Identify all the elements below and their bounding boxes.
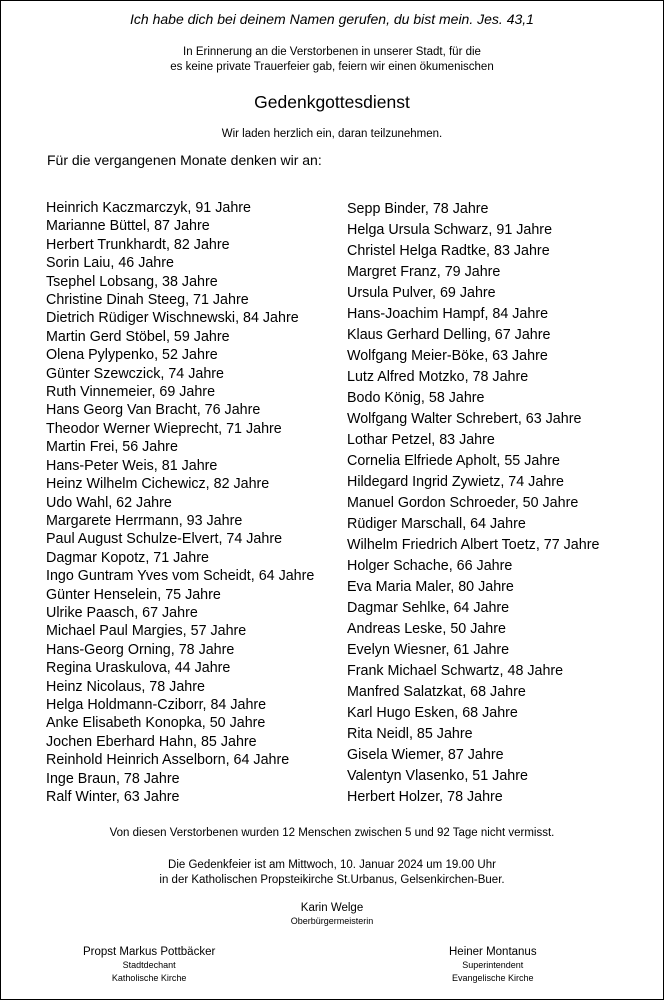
list-item: Hildegard Ingrid Zywietz, 74 Jahre [347, 474, 564, 490]
signatory-role: Superintendent [462, 960, 524, 970]
list-item: Inge Braun, 78 Jahre [46, 770, 180, 787]
signatory-org: Evangelische Kirche [452, 973, 534, 983]
list-item: Marianne Büttel, 87 Jahre [46, 218, 210, 235]
list-item: Lothar Petzel, 83 Jahre [347, 432, 495, 448]
list-item: Theodor Werner Wieprecht, 71 Jahre [46, 420, 282, 437]
list-item: Helga Ursula Schwarz, 91 Jahre [347, 222, 553, 238]
list-item: Holger Schache, 66 Jahre [347, 558, 513, 574]
signatory-org: Katholische Kirche [111, 973, 187, 983]
list-item: Martin Frei, 56 Jahre [46, 439, 178, 456]
list-item: Sorin Laiu, 46 Jahre [46, 255, 174, 272]
list-item: Rüdiger Marschall, 64 Jahre [347, 516, 526, 532]
list-item: Klaus Gerhard Delling, 67 Jahre [347, 327, 551, 343]
list-item: Michael Paul Margies, 57 Jahre [46, 623, 247, 640]
event-line: in der Katholischen Propsteikirche St.Urbanus, Gelsenkirchen-Buer. [159, 874, 505, 886]
list-item: Karl Hugo Esken, 68 Jahre [347, 705, 518, 721]
list-item: Ursula Pulver, 69 Jahre [347, 285, 496, 301]
list-item: Evelyn Wiesner, 61 Jahre [347, 642, 510, 658]
event-details [1, 858, 663, 888]
list-item: Heinrich Kaczmarczyk, 91 Jahre [46, 200, 251, 216]
signatory-role: Stadtdechant [122, 960, 176, 970]
list-item: Ingo Guntram Yves vom Scheidt, 64 Jahre [46, 568, 315, 585]
intro-line: In Erinnerung an die Verstorbenen in unserer Stadt, für die [183, 46, 481, 58]
list-item: Manuel Gordon Schroeder, 50 Jahre [347, 495, 579, 511]
list-item: Christel Helga Radtke, 83 Jahre [347, 243, 550, 259]
list-item: Andreas Leske, 50 Jahre [347, 621, 506, 637]
page-title: Gedenkgottesdienst [254, 92, 410, 112]
list-item: Ruth Vinnemeier, 69 Jahre [46, 384, 216, 401]
list-item: Hans Georg Van Bracht, 76 Jahre [46, 402, 261, 419]
list-item: Wilhelm Friedrich Albert Toetz, 77 Jahre [347, 537, 600, 553]
invitation-text: Wir laden herzlich ein, daran teilzunehmen. [221, 128, 443, 140]
list-item: Ralf Winter, 63 Jahre [46, 789, 180, 805]
list-item: Sepp Binder, 78 Jahre [347, 201, 489, 217]
list-item: Lutz Alfred Motzko, 78 Jahre [347, 369, 529, 385]
list-item: Dietrich Rüdiger Wischnewski, 84 Jahre [46, 310, 299, 327]
list-item: Wolfgang Meier-Böke, 63 Jahre [347, 348, 548, 364]
signatory-name: Propst Markus Pottbäcker [83, 946, 216, 958]
list-item: Gisela Wiemer, 87 Jahre [347, 747, 504, 763]
list-item: Cornelia Elfriede Apholt, 55 Jahre [347, 453, 560, 469]
list-item: Margret Franz, 79 Jahre [347, 264, 501, 280]
signatory-name: Karin Welge [300, 902, 364, 914]
list-item: Bodo König, 58 Jahre [347, 390, 485, 406]
list-item: Valentyn Vlasenko, 51 Jahre [347, 768, 528, 784]
signature-catholic [83, 945, 215, 985]
list-item: Günter Szewczick, 74 Jahre [46, 365, 224, 382]
list-item: Christine Dinah Steeg, 71 Jahre [46, 292, 249, 309]
list-item: Rita Neidl, 85 Jahre [347, 726, 473, 742]
names-list-left [46, 199, 314, 806]
bible-verse: Ich habe dich bei deinem Namen gerufen, du bist mein. Jes. 43,1 [130, 11, 534, 27]
list-item: Herbert Trunkhardt, 82 Jahre [46, 236, 230, 253]
list-item: Anke Elisabeth Konopka, 50 Jahre [46, 715, 266, 732]
missing-note: Von diesen Verstorbenen wurden 12 Menschen zwischen 5 und 92 Tage nicht vermisst. [109, 827, 555, 839]
list-item: Manfred Salatzkat, 68 Jahre [347, 684, 526, 700]
intro-text [1, 45, 663, 75]
signatory-role: Oberbürgermeisterin [290, 916, 374, 926]
signatory-name: Heiner Montanus [449, 946, 537, 958]
list-item: Dagmar Kopotz, 71 Jahre [46, 549, 209, 566]
list-item: Heinz Nicolaus, 78 Jahre [46, 678, 205, 695]
list-item: Hans-Joachim Hampf, 84 Jahre [347, 306, 549, 322]
list-item: Jochen Eberhard Hahn, 85 Jahre [46, 733, 257, 750]
list-lead: Für die vergangenen Monate denken wir an: [47, 152, 322, 168]
list-item: Eva Maria Maler, 80 Jahre [347, 579, 514, 595]
list-item: Herbert Holzer, 78 Jahre [347, 789, 503, 805]
list-item: Paul August Schulze-Elvert, 74 Jahre [46, 531, 283, 548]
list-item: Hans-Peter Weis, 81 Jahre [46, 457, 218, 474]
list-item: Heinz Wilhelm Cichewicz, 82 Jahre [46, 476, 270, 493]
list-item: Hans-Georg Orning, 78 Jahre [46, 641, 235, 658]
list-item: Martin Gerd Stöbel, 59 Jahre [46, 328, 230, 345]
list-item: Tsephel Lobsang, 38 Jahre [46, 273, 218, 290]
signature-protestant [449, 945, 537, 985]
list-item: Günter Henselein, 75 Jahre [46, 586, 221, 603]
list-item: Ulrike Paasch, 67 Jahre [46, 604, 198, 621]
intro-line: es keine private Trauerfeier gab, feiern wir einen ökumenischen [170, 61, 494, 73]
list-item: Regina Uraskulova, 44 Jahre [46, 660, 231, 677]
list-item: Margarete Herrmann, 93 Jahre [46, 512, 243, 529]
list-item: Dagmar Sehlke, 64 Jahre [347, 600, 510, 616]
signature-mayor [1, 901, 663, 928]
list-item: Wolfgang Walter Schrebert, 63 Jahre [347, 411, 582, 427]
list-item: Reinhold Heinrich Asselborn, 64 Jahre [46, 752, 290, 769]
list-item: Frank Michael Schwartz, 48 Jahre [347, 663, 564, 679]
list-item: Olena Pylypenko, 52 Jahre [46, 347, 218, 364]
event-line: Die Gedenkfeier ist am Mittwoch, 10. Januar 2024 um 19.00 Uhr [168, 859, 496, 871]
list-item: Udo Wahl, 62 Jahre [46, 494, 172, 511]
names-list-right [347, 199, 599, 808]
list-item: Helga Holdmann-Cziborr, 84 Jahre [46, 696, 267, 713]
